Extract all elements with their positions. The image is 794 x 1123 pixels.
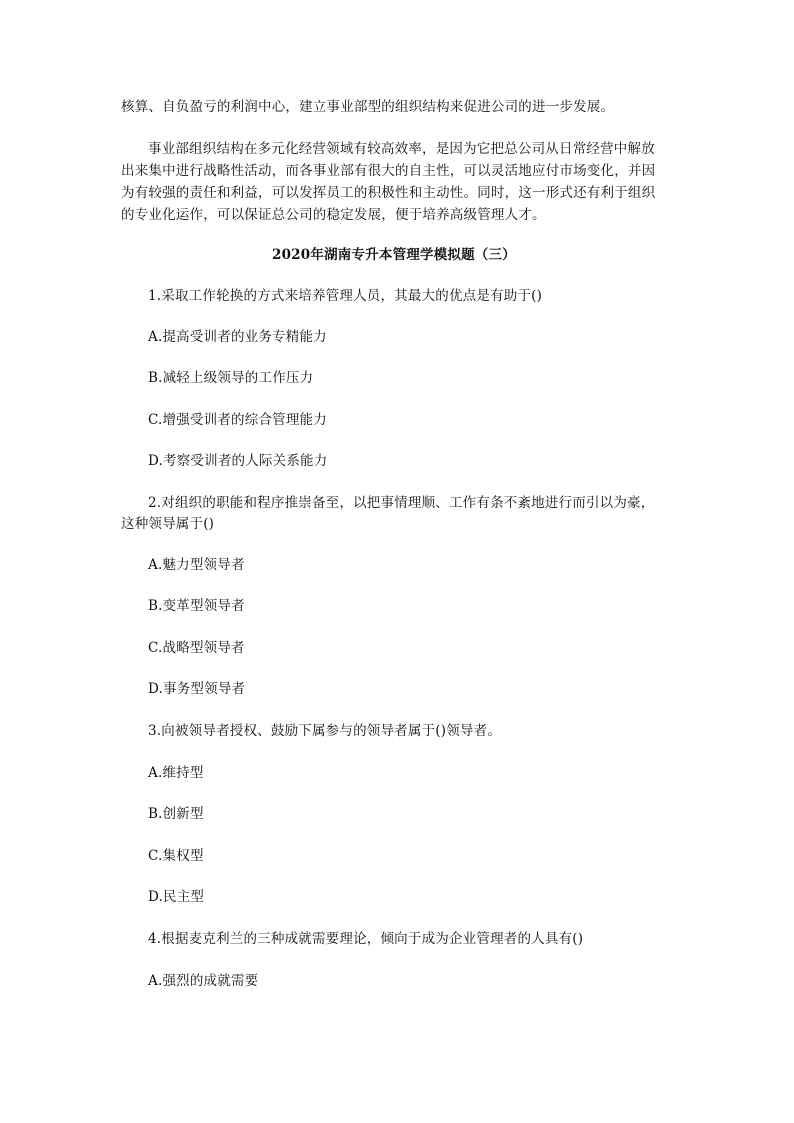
- question-3-stem: 3.向被领导者授权、鼓励下属参与的领导者属于()领导者。: [148, 723, 502, 739]
- question-2-stem-line-2: 这种领导属于(): [121, 516, 215, 532]
- question-2-stem-line-1: 2.对组织的职能和程序推崇备至，以把事情理顺、工作有条不紊地进行而引以为豪，: [148, 495, 655, 511]
- question-1-option-a: A.提高受训者的业务专精能力: [148, 329, 327, 345]
- intro-paragraph-1: 核算、自负盈亏的利润中心，建立事业部型的组织结构来促进公司的进一步发展。: [121, 99, 615, 115]
- question-4-option-a: A.强烈的成就需要: [148, 973, 259, 989]
- question-2-option-a: A.魅力型领导者: [148, 557, 245, 573]
- question-2-option-c: C.战略型领导者: [148, 640, 245, 656]
- question-3-option-a: A.维持型: [148, 765, 204, 781]
- intro-paragraph-2-line-3: 为有较强的责任和利益，可以发挥员工的积极性和主动性。同时，这一形式还有利于组织: [121, 185, 656, 201]
- question-3-option-d: D.民主型: [148, 889, 205, 905]
- intro-paragraph-2-line-1: 事业部组织结构在多元化经营领域有较高效率，是因为它把总公司从日常经营中解放: [148, 141, 655, 157]
- question-2-option-d: D.事务型领导者: [148, 681, 246, 697]
- question-3-option-b: B.创新型: [148, 806, 204, 822]
- question-3-option-c: C.集权型: [148, 848, 204, 864]
- question-2-option-b: B.变革型领导者: [148, 598, 245, 614]
- intro-paragraph-2-line-2: 出来集中进行战略性活动，而各事业部有很大的自主性，可以灵活地应付市场变化，并因: [121, 163, 656, 179]
- intro-paragraph-2-line-4: 的专业化运作，可以保证总公司的稳定发展，便于培养高级管理人才。: [121, 207, 546, 223]
- question-1-option-b: B.减轻上级领导的工作压力: [148, 370, 314, 386]
- question-1-option-c: C.增强受训者的综合管理能力: [148, 412, 327, 428]
- section-title: 2020年湖南专升本管理学模拟题（三）: [272, 247, 516, 263]
- question-1-stem: 1.采取工作轮换的方式来培养管理人员，其最大的优点是有助于(): [148, 288, 543, 304]
- question-1-option-d: D.考察受训者的人际关系能力: [148, 453, 328, 469]
- question-4-stem: 4.根据麦克利兰的三种成就需要理论，倾向于成为企业管理者的人具有(): [148, 931, 584, 947]
